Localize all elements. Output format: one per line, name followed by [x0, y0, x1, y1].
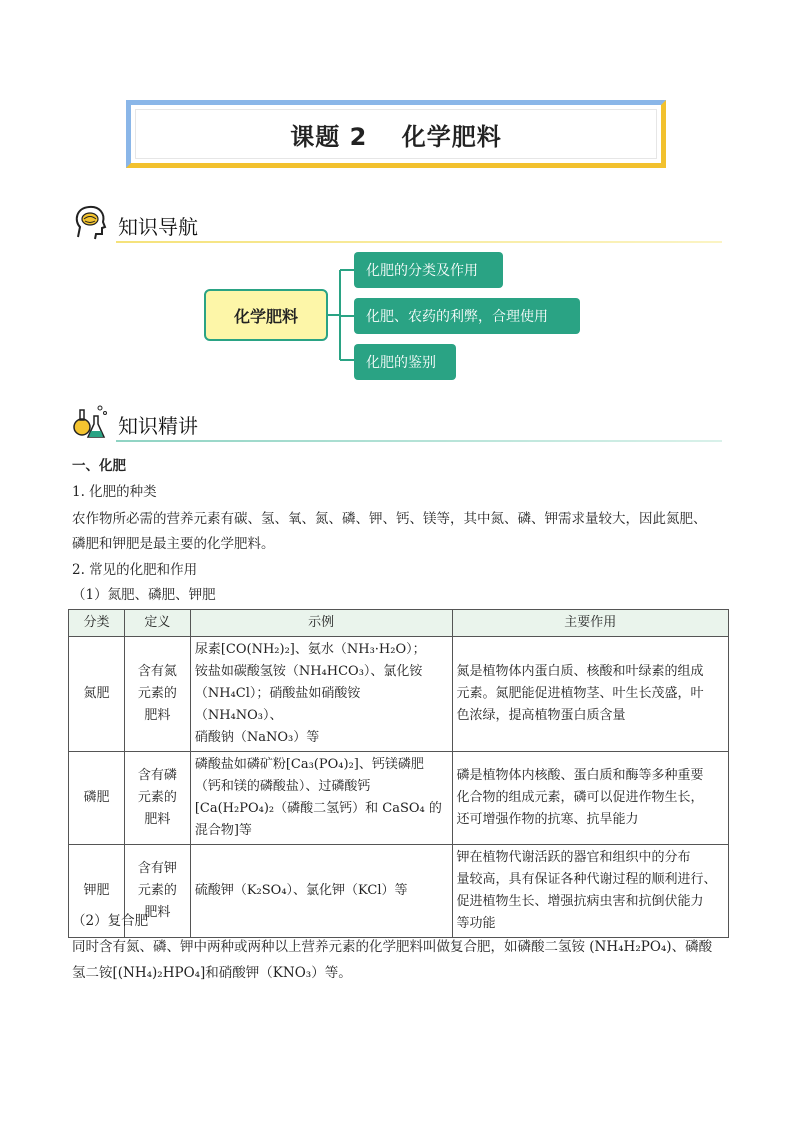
mindmap-branch-identification: 化肥的鉴别 — [354, 344, 456, 380]
heading-fertilizer: 一、化肥 — [72, 458, 126, 474]
cell-examples: 尿素[CO(NH₂)₂]、氨水（NH₃·H₂O）； 铵盐如碳酸氢铵（NH₄HCO₃）、氯化铵 （NH₄Cl）；硝酸盐如硝酸铵（NH₄NO₃）、 硝酸钠（NaNO₃）等 — [190, 637, 452, 752]
section-lecture-underline — [116, 440, 722, 442]
table-row — [69, 637, 729, 752]
header-examples: 示例 — [190, 610, 452, 637]
paragraph-nutrients-line1: 农作物所必需的营养元素有碳、氢、氧、氮、磷、钾、钙、镁等，其中氮、磷、钾需求量较大，因此氮肥、 — [72, 511, 707, 527]
section-nav-title: 知识导航 — [118, 215, 198, 239]
cell-category: 钾肥 — [69, 845, 125, 938]
paragraph-nutrients-line2: 磷肥和钾肥是最主要的化学肥料。 — [72, 536, 275, 552]
table-header-row — [69, 610, 729, 637]
heading-types: 1. 化肥的种类 — [72, 484, 157, 500]
heading-npk: （1）氮肥、磷肥、钾肥 — [72, 587, 216, 603]
table-row — [69, 752, 729, 845]
mindmap-branch-classification: 化肥的分类及作用 — [354, 252, 503, 288]
cell-category: 氮肥 — [69, 637, 125, 752]
header-definition: 定义 — [124, 610, 190, 637]
heading-compound: （2）复合肥 — [72, 913, 149, 929]
table-row — [69, 845, 729, 938]
section-nav-header — [72, 203, 722, 243]
brain-head-icon — [72, 203, 108, 241]
section-nav-underline — [116, 241, 722, 243]
fertilizer-table — [68, 609, 729, 938]
cell-function: 钾在植物代谢活跃的器官和组织中的分布 量较高，具有保证各种代谢过程的顺利进行、 促进植物生长、增强抗病虫害和抗倒伏能力 等功能 — [452, 845, 729, 938]
cell-examples: 磷酸盐如磷矿粉[Ca₃(PO₄)₂]、钙镁磷肥 （钙和镁的磷酸盐）、过磷酸钙 [Ca(H₂PO₄)₂（磷酸二氢钙）和 CaSO₄ 的 混合物]等 — [190, 752, 452, 845]
title-frame — [126, 100, 666, 168]
mindmap-center: 化学肥料 — [204, 289, 328, 341]
section-lecture-header — [72, 402, 722, 442]
header-category: 分类 — [69, 610, 125, 637]
lab-flask-icon — [72, 402, 108, 440]
heading-common-fertilizers: 2. 常见的化肥和作用 — [72, 562, 198, 578]
cell-category: 磷肥 — [69, 752, 125, 845]
cell-definition: 含有磷 元素的 肥料 — [124, 752, 190, 845]
header-function: 主要作用 — [452, 610, 729, 637]
section-lecture-title: 知识精讲 — [118, 414, 198, 438]
cell-function: 磷是植物体内核酸、蛋白质和酶等多种重要 化合物的组成元素，磷可以促进作物生长， 还可增强作物的抗寒、抗旱能力 — [452, 752, 729, 845]
page-title: 课题 2 化学肥料 — [290, 122, 502, 151]
cell-definition: 含有钾 元素的 肥料 — [124, 845, 190, 938]
paragraph-compound-line2: 氢二铵[(NH₄)₂HPO₄]和硝酸钾（KNO₃）等。 — [72, 965, 352, 981]
paragraph-compound-line1: 同时含有氮、磷、钾中两种或两种以上营养元素的化学肥料叫做复合肥，如磷酸二氢铵 (NH₄H₂PO₄)、磷酸 — [72, 939, 713, 955]
cell-examples: 硫酸钾（K₂SO₄）、氯化钾（KCl）等 — [190, 845, 452, 938]
mindmap-branch-pros-cons: 化肥、农药的利弊，合理使用 — [354, 298, 580, 334]
cell-definition: 含有氮 元素的 肥料 — [124, 637, 190, 752]
cell-function: 氮是植物体内蛋白质、核酸和叶绿素的组成 元素。氮肥能促进植物茎、叶生长茂盛，叶 色浓绿，提高植物蛋白质含量 — [452, 637, 729, 752]
